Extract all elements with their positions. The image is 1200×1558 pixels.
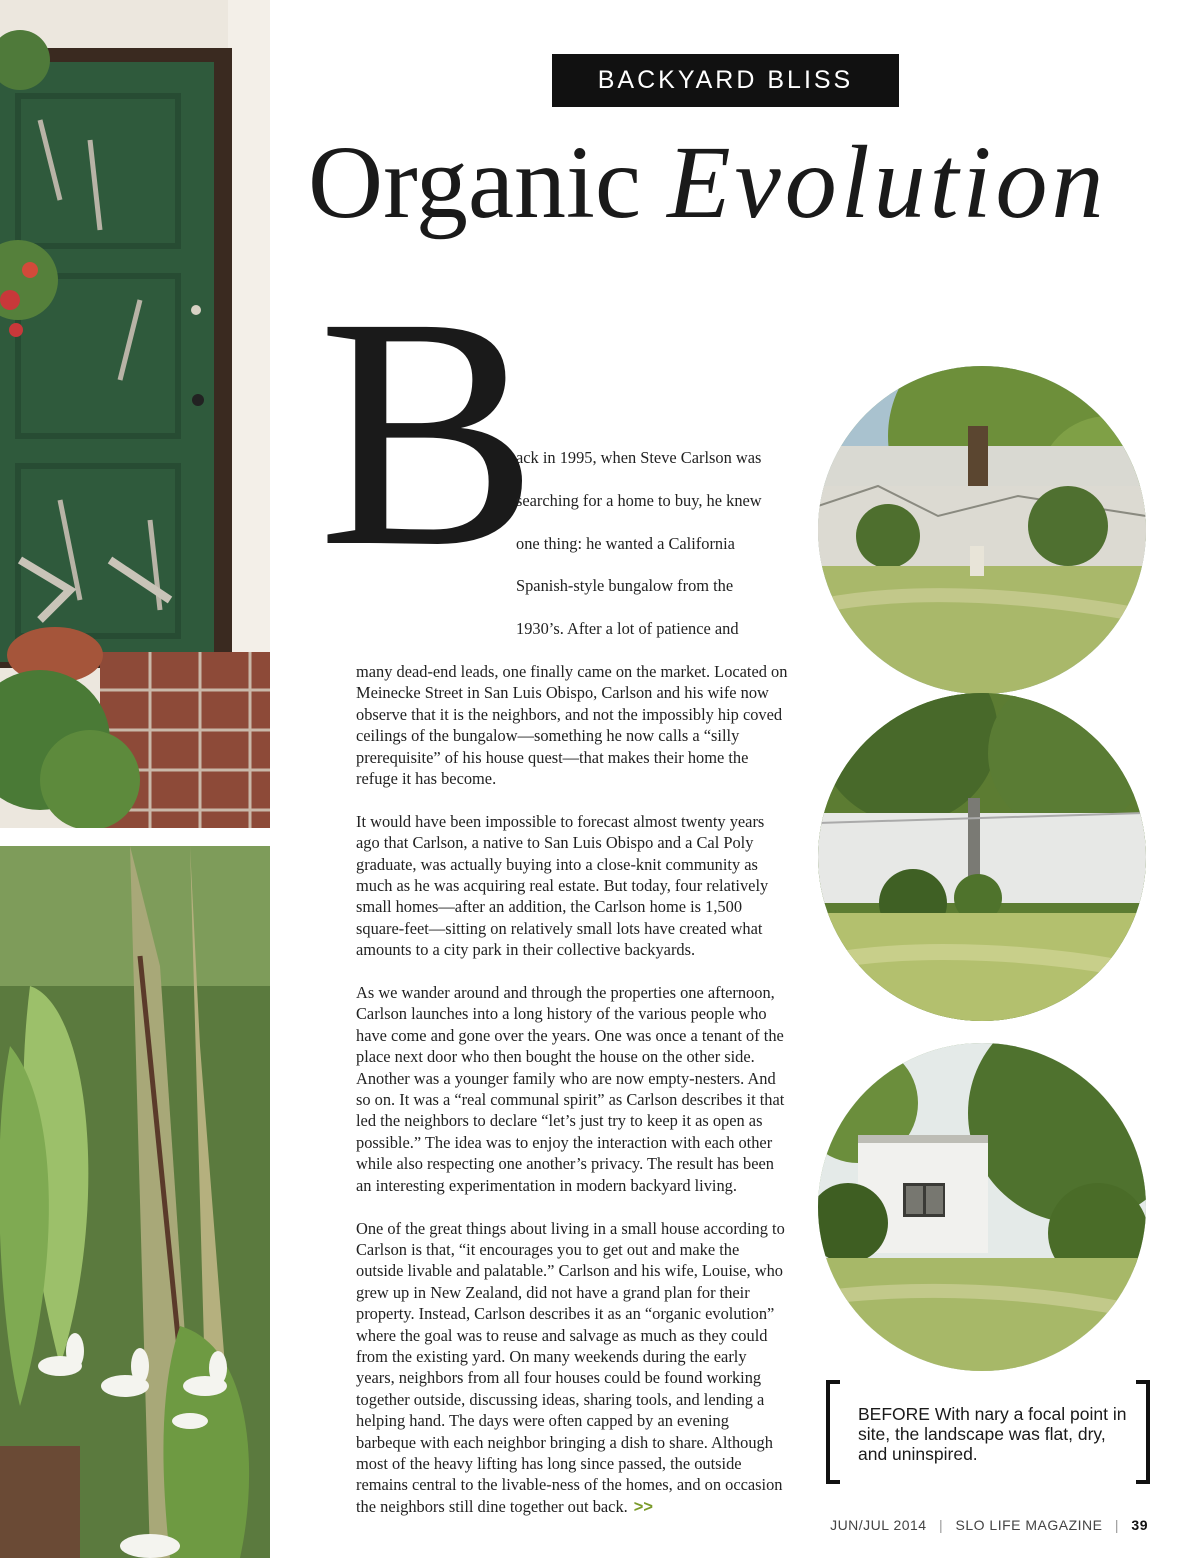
headline-part2: Evolution	[667, 125, 1108, 240]
paragraph-3: As we wander around and through the properties one afternoon, Carlson launches into a long history of the various people who have come and gone over the years. One was once a tenant of the place next door who then bought the house on the other side. Another was a younger family who are now empty-nesters. And so on. It was a “real communal spirit” as Carlson describes it that led the neighbors to declare “let’s just try to keep it as open as possible.” The idea was to enjoy the interaction with each other while also respecting one another’s privacy. The result has been an interesting experimentation in modern backyard living.	[356, 983, 785, 1195]
section-tag	[552, 54, 899, 107]
before-photo-yard-tree	[818, 366, 1146, 694]
lead-line: 1930’s. After a lot of patience and	[516, 619, 739, 639]
lead-line: one thing: he wanted a California	[516, 533, 735, 553]
footer-magazine: SLO LIFE MAGAZINE	[955, 1517, 1103, 1533]
article-body	[356, 447, 788, 1540]
headline	[308, 118, 1188, 248]
drop-cap: B	[318, 250, 539, 615]
plant-photo	[0, 846, 270, 1558]
footer-separator: |	[938, 1517, 944, 1533]
green-door-photo	[0, 0, 270, 828]
lead-line: ack in 1995, when Steve Carlson was	[516, 448, 762, 467]
caption-text: BEFORE With nary a focal point in site, the landscape was flat, dry, and uninspired.	[858, 1404, 1127, 1464]
caption-bracket-right	[1136, 1380, 1150, 1484]
paragraph-2: It would have been impossible to forecast almost twenty years ago that Carlson, a native to San Luis Obispo and a Cal Poly graduate, was actually buying into a close-knit community as much as he was acquiring real estate. But today, four relatively small homes—after an addition, the Carlson home is 1,500 square-feet—sitting on relatively small lots have created what amounts to a city park in their collective backyards.	[356, 811, 769, 960]
before-photo-fence-shrubs	[818, 693, 1146, 1021]
caption-bracket-left	[826, 1380, 840, 1484]
paragraph-1: many dead-end leads, one finally came on the market. Located on Meinecke Street in San Luis Obispo, Carlson and his wife now observe that it is the neighbors, and not the impossibly hip coved ceilings of the bungalow—something he now calls a “silly prerequisite” of his house quest—that makes their home the refuge it has become.	[356, 661, 788, 789]
paragraph-4: One of the great things about living in a small house according to Carlson is that, “it encourages you to get out and make the outside livable and palatable.” Carlson and his wife, Louise, who grew up in New Zealand, did not have a grand plan for their property. Instead, Carlson describes it as an “organic evolution” where the goal was to reuse and salvage as much as they could from the existing yard. On many weekends during the early years, neighbors from all four houses could be found working together outside, discussing ideas, sharing tools, and lending a helping hand. The days were often capped by an evening barbeque with each neighbor bringing a dish to share. Although most of the heavy lifting has long since passed, the outside remains central to the livable-ness of the homes, and on occasion the neighbors still dine together out back. >>	[356, 1218, 785, 1516]
photo-caption	[826, 1380, 1150, 1486]
footer-issue: JUN/JUL 2014	[830, 1517, 927, 1533]
before-photo-white-shed	[818, 1043, 1146, 1371]
lead-line: searching for a home to buy, he knew	[516, 490, 762, 510]
lead-line: Spanish-style bungalow from the	[516, 576, 734, 596]
page-footer	[830, 1517, 1148, 1533]
page-number: 39	[1131, 1517, 1148, 1533]
section-tag-label: BACKYARD BLISS	[597, 66, 854, 94]
footer-separator: |	[1114, 1517, 1120, 1533]
headline-part1: Organic	[308, 125, 642, 240]
continue-marker: >>	[633, 1497, 653, 1516]
